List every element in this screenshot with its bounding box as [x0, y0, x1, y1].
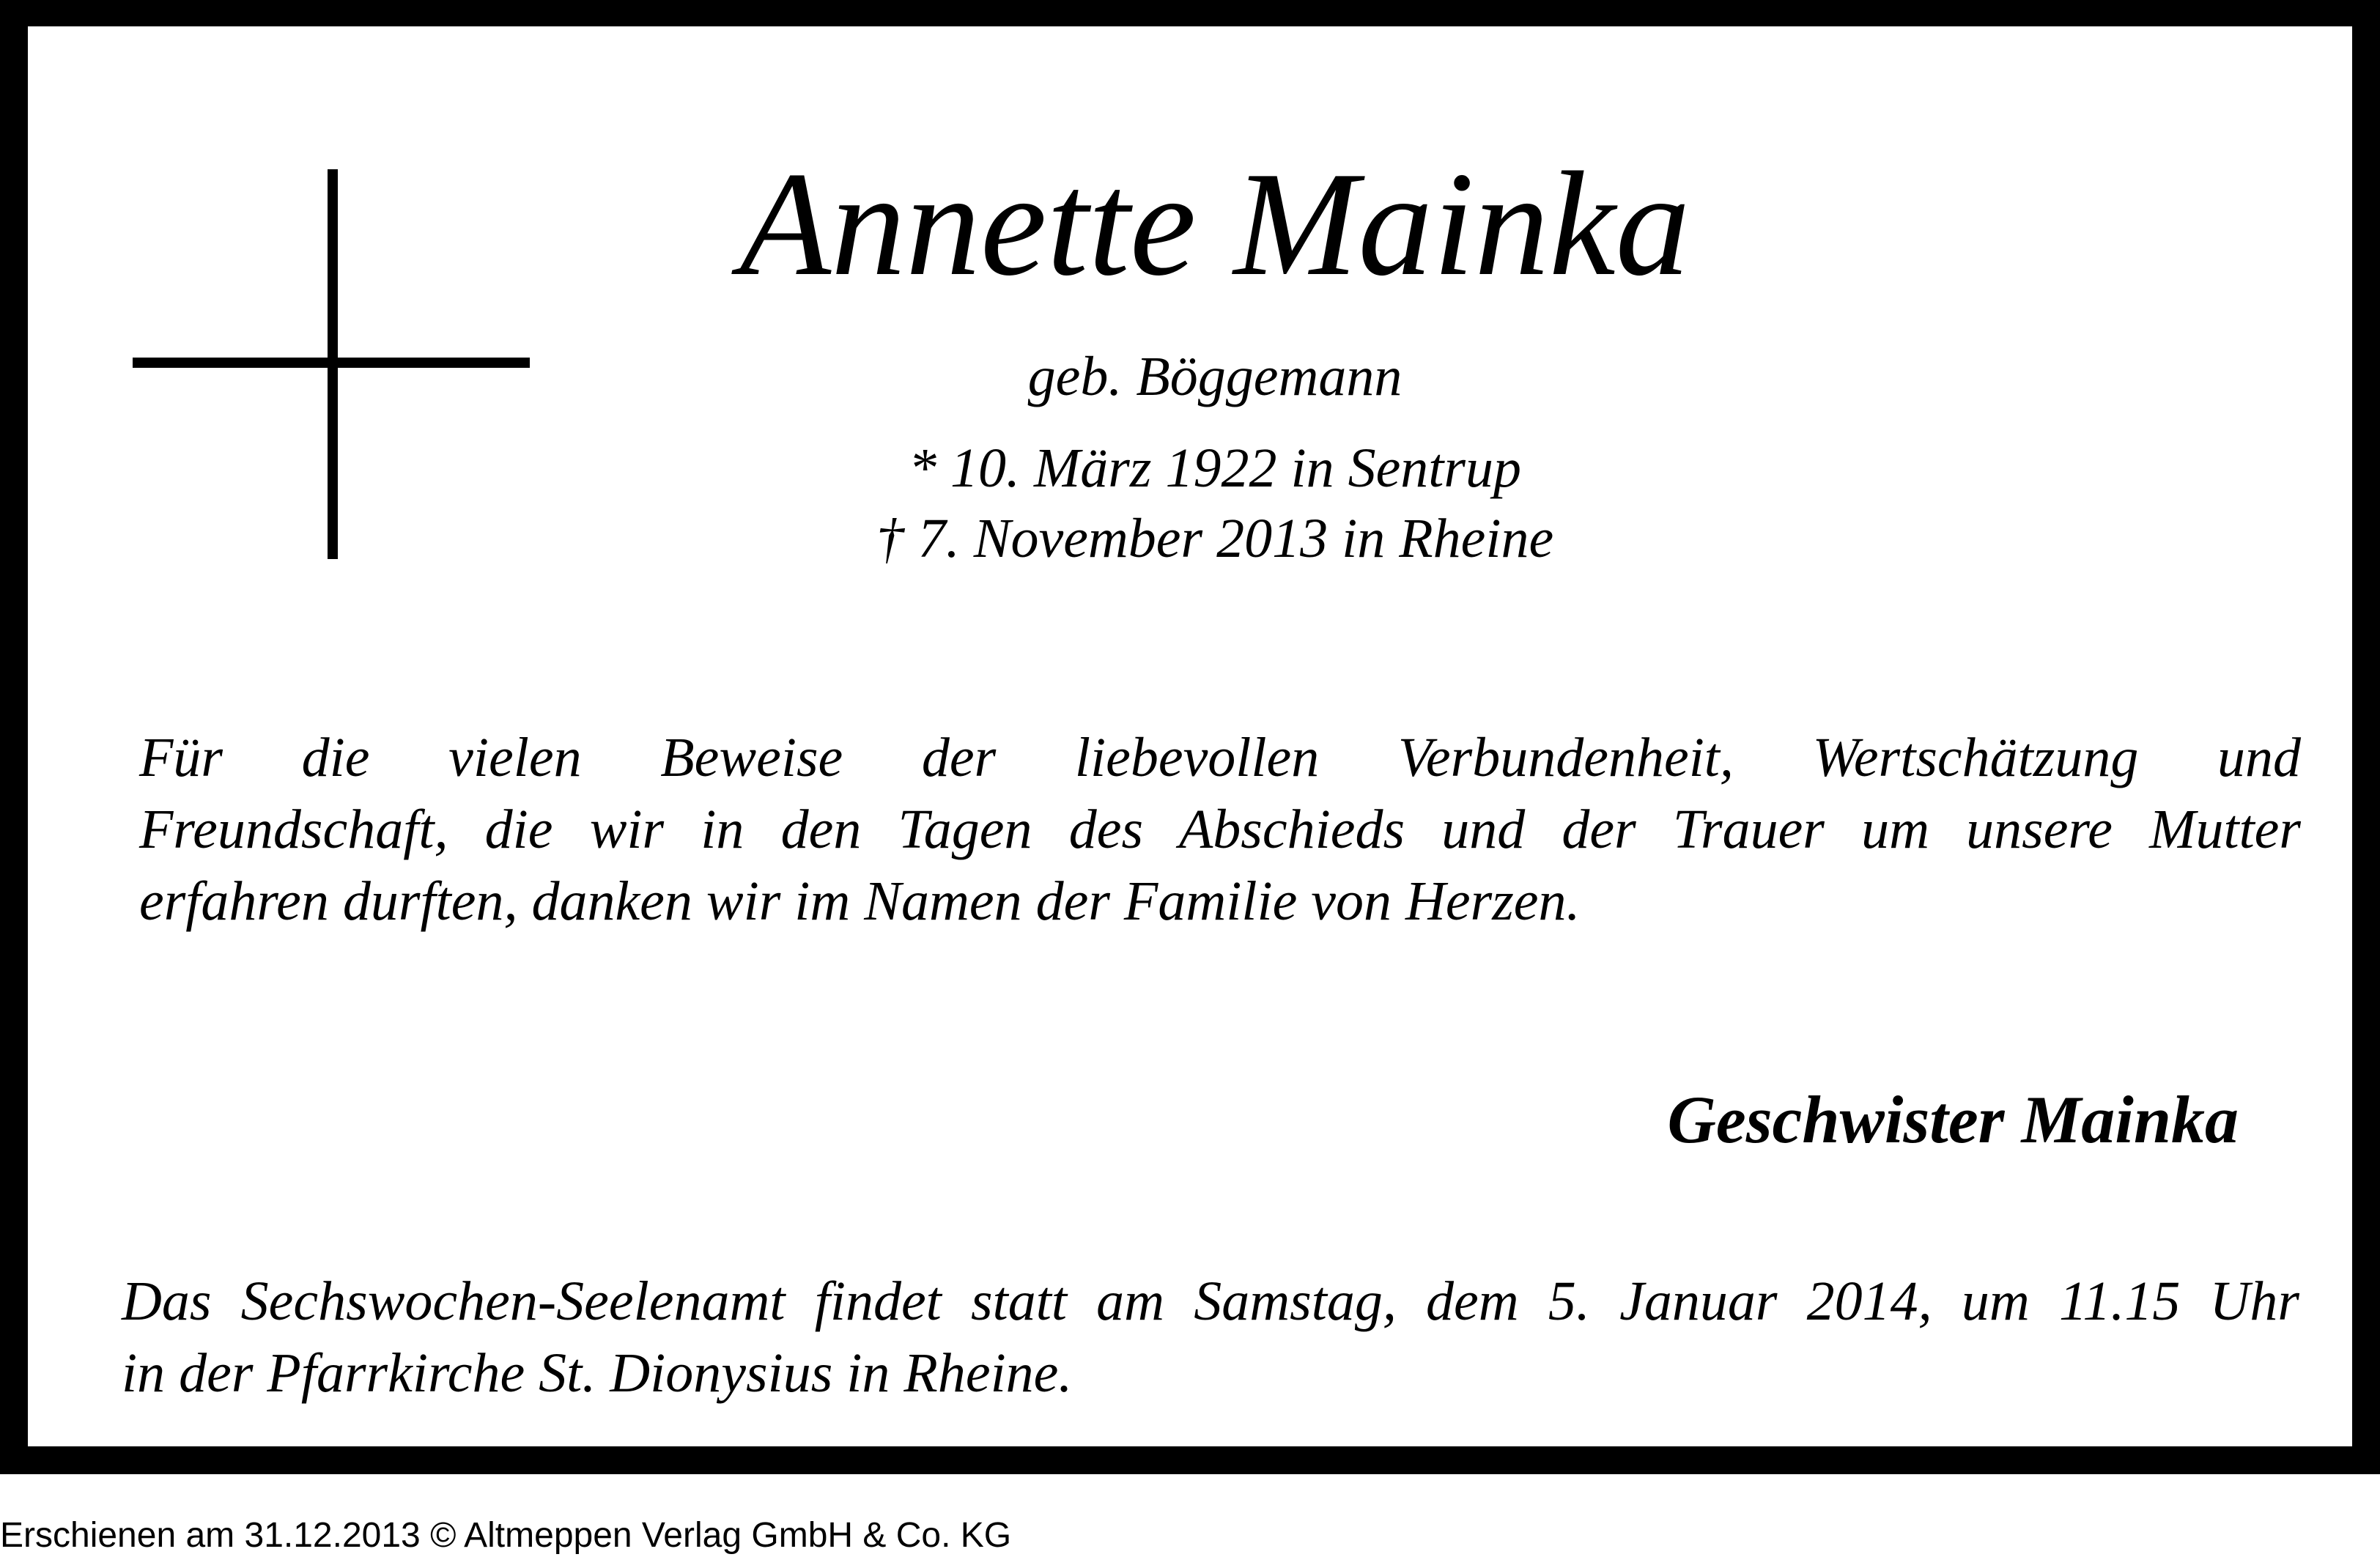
mass-line: Das Sechswochen-Seelenamt findet statt am Samstag, dem 5. Januar 2014, um 11.15 Uhr: [122, 1271, 2299, 1332]
deceased-name: Annette Mainka: [739, 141, 1690, 307]
signature: Geschwister Mainka: [1667, 1082, 2239, 1157]
mass-line: in der Pfarrkirche St. Dionysius in Rheine.: [122, 1342, 1073, 1404]
death-date: † 7. November 2013 in Rheine: [876, 508, 1554, 569]
thanks-line: Für die vielen Beweise der liebevollen Verbundenheit, Wertschätzung und: [139, 727, 2301, 788]
cross-horizontal-bar: [133, 358, 530, 368]
thanks-line: Freundschaft, die wir in den Tagen des Abschieds und der Trauer um unsere Mutter: [139, 799, 2301, 860]
publication-footer: Erschienen am 31.12.2013 © Altmeppen Verlag GmbH & Co. KG: [0, 1516, 1012, 1555]
birth-date: * 10. März 1922 in Sentrup: [909, 437, 1521, 499]
maiden-name: geb. Böggemann: [1027, 346, 1402, 407]
thanks-line: erfahren durften, danken wir im Namen der Familie von Herzen.: [139, 870, 1581, 932]
